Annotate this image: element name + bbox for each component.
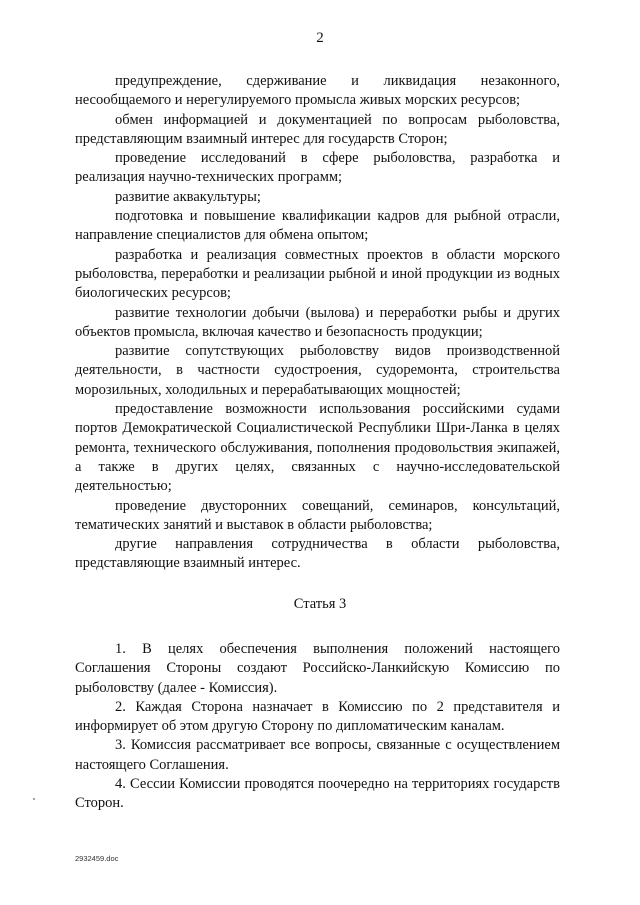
file-name-footer: 2932459.doc [75, 854, 119, 863]
list-item: предупреждение, сдерживание и ликвидация незаконного, несообщаемого и нерегулируемого промысла живых морских ресурсов; [75, 73, 560, 109]
margin-mark [33, 798, 35, 800]
list-item: развитие сопутствующих рыболовству видов производственной деятельности, в частности судостроения, судоремонта, строительства морозильных, холодильных и перерабатывающих мощностей; [75, 343, 560, 398]
article-paragraph: 3. Комиссия рассматривает все вопросы, связанные с осуществлением настоящего Соглашения. [75, 737, 560, 773]
article-paragraph: 4. Сессии Комиссии проводятся поочередно на территориях государств Сторон. [75, 776, 560, 812]
article-body [75, 640, 560, 814]
list-item: развитие технологии добычи (вылова) и переработки рыбы и других объектов промысла, включая качество и безопасность продукции; [75, 304, 560, 340]
list-item: проведение исследований в сфере рыболовства, разработка и реализация научно-технических программ; [75, 150, 560, 186]
list-item: обмен информацией и документацией по вопросам рыболовства, представляющим взаимный интерес для государств Сторон; [75, 111, 560, 147]
list-item: предоставление возможности использования российскими судами портов Демократической Социалистической Республики Шри-Ланка в целях ремонта, технического обслуживания, пополнения продовольствия экипажей, а также в других целях, связанных с научно-исследовательской деятельностью; [75, 401, 560, 495]
list-item: проведение двусторонних совещаний, семинаров, консультаций, тематических занятий и выставок в области рыболовства; [75, 497, 560, 533]
page-number: 2 [316, 30, 324, 46]
article-paragraph: 2. Каждая Сторона назначает в Комиссию по 2 представителя и информирует об этом другую Сторону по дипломатическим каналам. [75, 698, 560, 735]
article-heading: Статья 3 [293, 596, 347, 612]
list-item: другие направления сотрудничества в области рыболовства, представляющие взаимный интерес. [75, 536, 560, 572]
article-paragraph: 1. В целях обеспечения выполнения положений настоящего Соглашения Стороны создают Российско-Ланкийскую Комиссию по рыболовству (далее - Комиссия). [75, 641, 560, 696]
cooperation-list [75, 72, 560, 574]
list-item: разработка и реализация совместных проектов в области морского рыболовства, переработки и реализации рыбной и иной продукции из водных биологических ресурсов; [75, 246, 560, 302]
list-item: подготовка и повышение квалификации кадров для рыбной отрасли, направление специалистов для обмена опытом; [75, 208, 560, 244]
list-item: развитие аквакультуры; [115, 188, 261, 205]
